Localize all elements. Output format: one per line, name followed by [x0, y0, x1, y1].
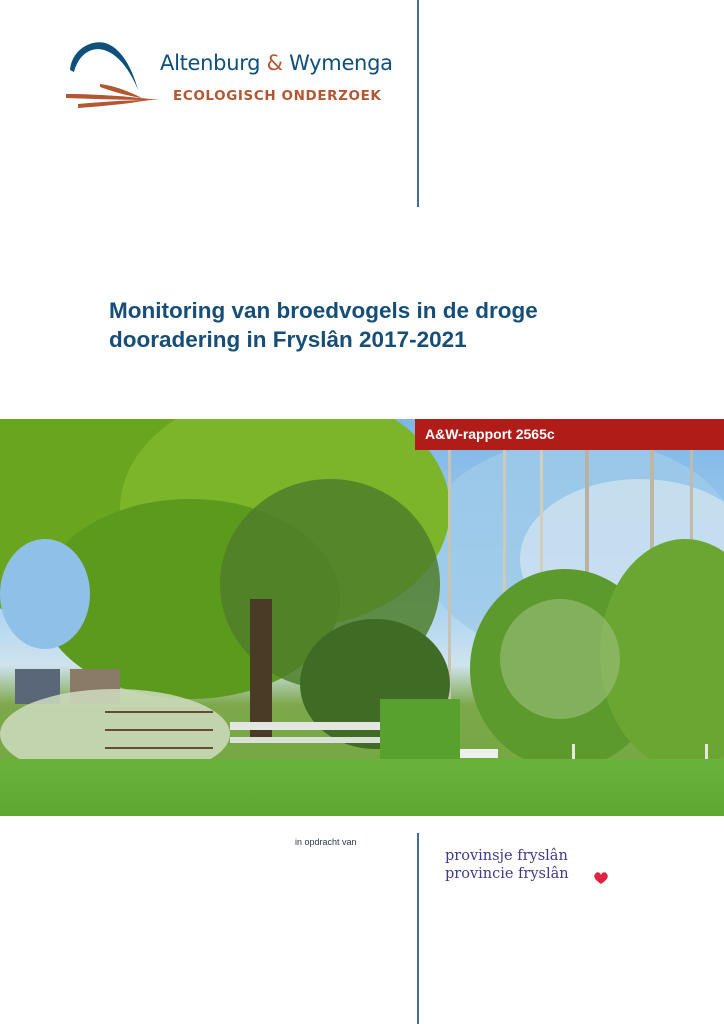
publisher-name-part1: Altenburg [160, 51, 261, 75]
divider-line-top [417, 0, 419, 207]
heart-icon [593, 871, 609, 885]
publisher-name [160, 51, 393, 75]
publisher-ampersand: & [266, 51, 283, 75]
ship-arc-logo-icon [64, 38, 164, 114]
publisher-tagline: ECOLOGISCH ONDERZOEK [173, 88, 382, 104]
publisher-name-part2: Wymenga [289, 51, 393, 75]
commission-label: in opdracht van [295, 837, 357, 847]
report-title-line1: Monitoring van broedvogels in de droge [109, 298, 538, 323]
client-name-frisian: provinsje fryslân [445, 848, 568, 864]
publisher-logo [64, 38, 394, 114]
client-name-dutch: provincie fryslân [445, 866, 569, 882]
divider-line-bottom [417, 833, 419, 1024]
report-title-line2: dooradering in Fryslân 2017-2021 [109, 327, 467, 352]
report-number-badge: A&W-rapport 2565c [415, 419, 724, 450]
report-title [109, 296, 629, 354]
cover-photo [0, 419, 724, 816]
client-logo [445, 847, 569, 883]
